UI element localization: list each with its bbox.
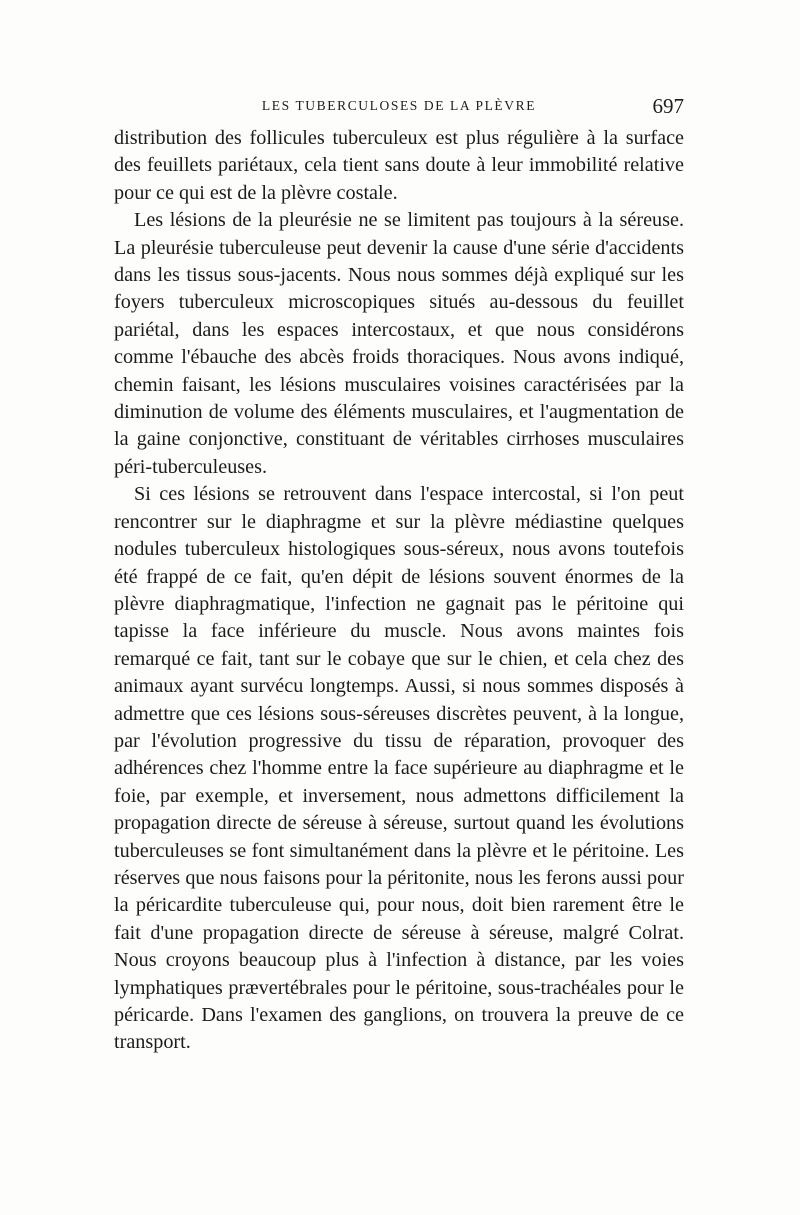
- paragraph: Si ces lésions se retrouvent dans l'espace intercostal, si l'on peut rencontrer sur le diaphragme et sur la plèvre médiastine quelques nodules tuberculeux histologiques sous-séreux, nous avons toutefois été frappé de ce fait, qu'en dépit de lésions souvent énormes de la plèvre diaphragmatique, l'infection ne gagnait pas le péritoine qui tapisse la face inférieure du muscle. Nous avons maintes fois remarqué ce fait, tant sur le cobaye que sur le chien, et cela chez des animaux ayant survécu longtemps. Aussi, si nous sommes disposés à admettre que ces lésions sous-séreuses discrètes peuvent, à la longue, par l'évolution progressive du tissu de réparation, provoquer des adhérences chez l'homme entre la face supérieure au diaphragme et le foie, par exemple, et inversement, nous admettons difficilement la propagation directe de séreuse à séreuse, surtout quand les évolutions tuberculeuses se font simultanément dans la plèvre et le péritoine. Les réserves que nous faisons pour la péritonite, nous les ferons aussi pour la péricardite tuberculeuse qui, pour nous, doit bien rarement être le fait d'une propagation directe de séreuse à séreuse, malgré Colrat. Nous croyons beaucoup plus à l'infection à distance, par les voies lymphatiques prævertébrales pour le péritoine, sous-trachéales pour le péricarde. Dans l'examen des ganglions, on trouvera la preuve de ce transport.: [114, 483, 684, 1054]
- running-head: [114, 94, 684, 124]
- body-text: [114, 125, 684, 1057]
- page-number: 697: [652, 94, 684, 118]
- paragraph-continued: distribution des follicules tuberculeux est plus régulière à la surface des feuillets pariétaux, cela tient sans doute à leur immobilité relative pour ce qui est de la plèvre costale.: [114, 127, 684, 204]
- paragraph: Les lésions de la pleurésie ne se limitent pas toujours à la séreuse. La pleurésie tuberculeuse peut devenir la cause d'une série d'accidents dans les tissus sous-jacents. Nous nous sommes déjà expliqué sur les foyers tuberculeux microscopiques situés au-dessous du feuillet pariétal, dans les espaces intercostaux, et que nous considérons comme l'ébauche des abcès froids thoraciques. Nous avons indiqué, chemin faisant, les lésions musculaires voisines caractérisées par la diminution de volume des éléments musculaires, et l'augmentation de la gaine conjonctive, constituant de véritables cirrhoses musculaires péri-tuberculeuses.: [114, 209, 684, 478]
- running-title: LES TUBERCULOSES DE LA PLÈVRE: [261, 98, 537, 113]
